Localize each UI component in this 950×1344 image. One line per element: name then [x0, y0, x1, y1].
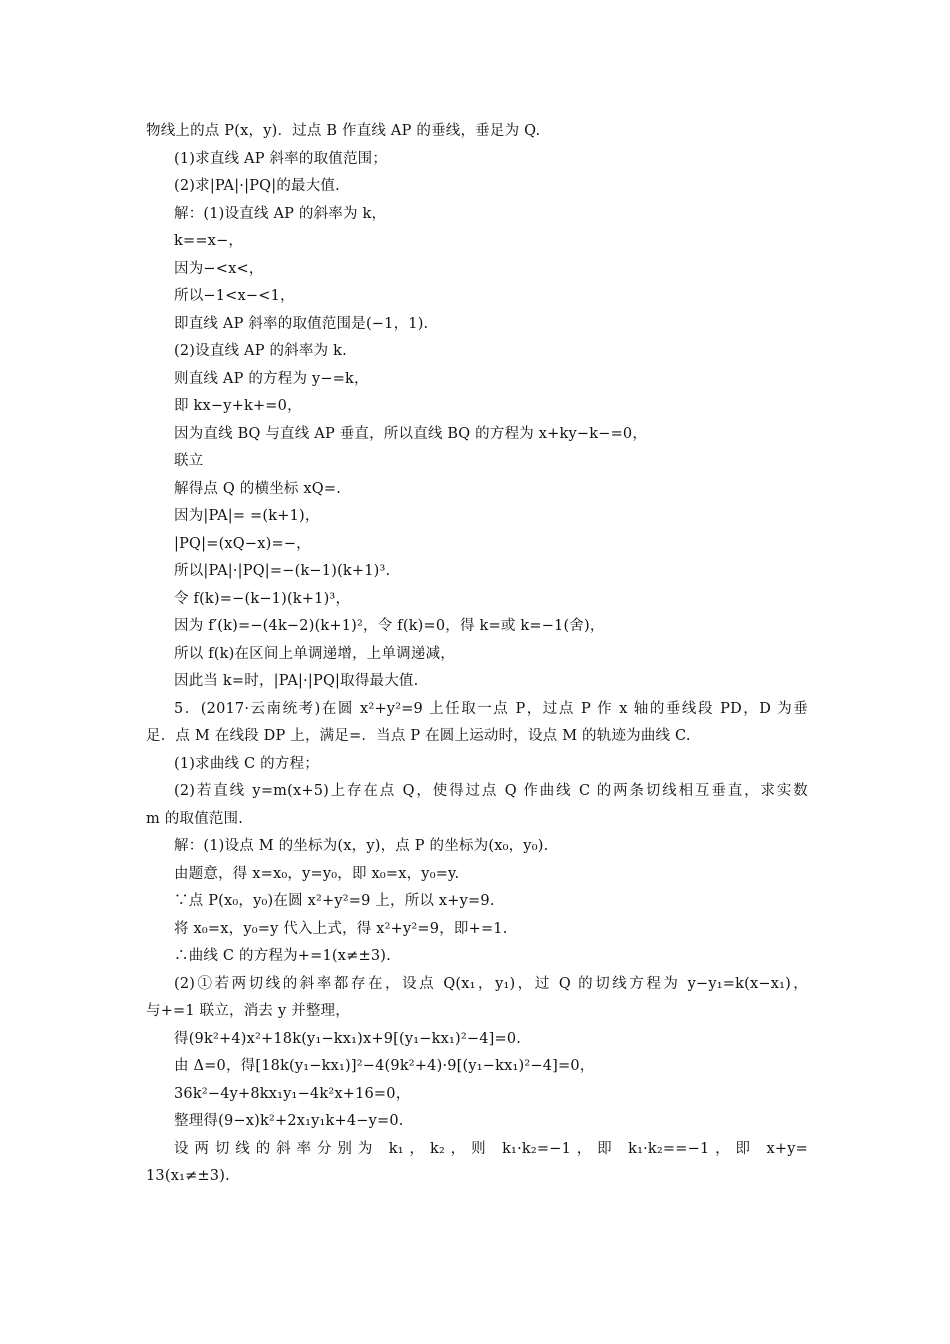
text-line: 则直线 AP 的方程为 y−=k， — [174, 370, 369, 387]
text-line: 令 f(k)=−(k−1)(k+1)³， — [174, 590, 351, 607]
text-line: (2)若直线 y=m(x+5)上存在点 Q，使得过点 Q 作曲线 C 的两条切线相互垂直，求实数 — [174, 783, 808, 799]
document-body — [0, 118, 950, 1191]
text-line: 设两切线的斜率分别为 k₁，k₂，则 k₁·k₂=−1，即 k₁·k₂==−1，即 x+y= — [174, 1140, 808, 1157]
text-line: (1)求直线 AP 斜率的取值范围； — [174, 150, 388, 167]
text-line: 因为直线 BQ 与直线 AP 垂直，所以直线 BQ 的方程为 x+ky−k−=0， — [174, 425, 648, 442]
text-line: 因为 f′(k)=−(4k−2)(k+1)²，令 f(k)=0，得 k=或 k=−1(舍)， — [174, 618, 605, 634]
text-line: 因此当 k=时，|PA|·|PQ|取得最大值. — [174, 673, 419, 689]
text-line: 即直线 AP 斜率的取值范围是(−1，1). — [174, 315, 429, 332]
text-line: (2)求|PA|·|PQ|的最大值. — [174, 178, 340, 194]
text-line: 所以−1<x−<1， — [174, 288, 295, 304]
text-line: 整理得(9−x)k²+2x₁y₁k+4−y=0. — [174, 1113, 404, 1129]
text-line: 因为−<x<， — [174, 260, 264, 277]
text-line: 所以 f(k)在区间上单调递增，上单调递减， — [174, 645, 455, 662]
text-line: 将 x₀=x，y₀=y 代入上式，得 x²+y²=9，即+=1. — [174, 920, 508, 937]
text-line: 即 kx−y+k+=0， — [174, 398, 302, 414]
text-line: 解：(1)设点 M 的坐标为(x，y)，点 P 的坐标为(x₀，y₀). — [174, 838, 549, 854]
text-line: m 的取值范围. — [146, 810, 244, 827]
text-line: 由 Δ=0，得[18k(y₁−kx₁)]²−4(9k²+4)·9[(y₁−kx₁)²−4]=0， — [174, 1058, 595, 1074]
text-line: 得(9k²+4)x²+18k(y₁−kx₁)x+9[(y₁−kx₁)²−4]=0. — [174, 1030, 522, 1047]
text-line: 解：(1)设直线 AP 的斜率为 k， — [174, 205, 387, 222]
text-line: 解得点 Q 的横坐标 xQ=. — [174, 480, 342, 497]
text-line: 足．点 M 在线段 DP 上，满足=．当点 P 在圆上运动时，设点 M 的轨迹为曲线 C. — [146, 728, 691, 744]
text-line: 联立 — [174, 453, 204, 469]
text-line: k==x−， — [174, 233, 244, 249]
text-line: 因为|PA|= =(k+1)， — [174, 508, 320, 524]
text-line: (1)求曲线 C 的方程； — [174, 755, 319, 772]
text-line: ∵点 P(x₀，y₀)在圆 x²+y²=9 上，所以 x+y=9. — [174, 893, 495, 909]
text-line: (2)①若两切线的斜率都存在，设点 Q(x₁，y₁)，过 Q 的切线方程为 y−y₁=k(x−x₁)， — [174, 975, 808, 992]
text-line: 5．(2017·云南统考)在圆 x²+y²=9 上任取一点 P，过点 P 作 x 轴的垂线段 PD，D 为垂 — [174, 700, 808, 717]
text-line: 13(x₁≠±3). — [146, 1168, 230, 1184]
text-line: 由题意，得 x=x₀，y=y₀，即 x₀=x，y₀=y. — [174, 865, 460, 882]
text-line: 36k²−4y+8kx₁y₁−4k²x+16=0， — [174, 1085, 411, 1102]
text-line: 物线上的点 P(x，y)．过点 B 作直线 AP 的垂线，垂足为 Q. — [146, 123, 541, 139]
text-line: |PQ|=(xQ−x)=−， — [174, 535, 311, 552]
text-line: (2)设直线 AP 的斜率为 k. — [174, 343, 347, 359]
text-line: 与+=1 联立，消去 y 并整理， — [146, 1003, 350, 1019]
text-line: 所以|PA|·|PQ|=−(k−1)(k+1)³. — [174, 563, 391, 579]
text-line: ∴曲线 C 的方程为+=1(x≠±3). — [174, 948, 391, 964]
